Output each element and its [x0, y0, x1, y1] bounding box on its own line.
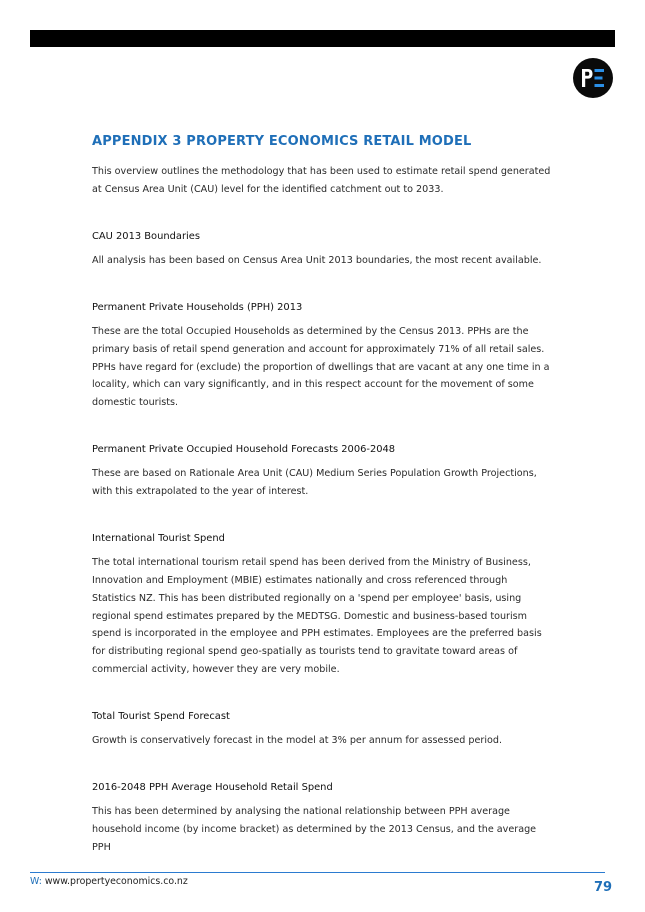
document-body: [92, 163, 554, 857]
pe-logo-icon: [580, 68, 606, 88]
section-body: These are based on Rationale Area Unit (CAU) Medium Series Population Growth Projections, with this extrapolated to the year of interest.: [92, 468, 537, 498]
footer-website: [30, 876, 188, 887]
section-heading: Permanent Private Households (PPH) 2013: [92, 301, 303, 313]
section-heading: CAU 2013 Boundaries: [92, 230, 200, 242]
website-label: W:: [30, 876, 42, 887]
header-bar: [30, 30, 615, 47]
section-body: These are the total Occupied Households as determined by the Census 2013. PPHs are the primary basis of retail spend generation and account for approximately 71% of all retail sales. PPHs have regard for (exclude) the proportion of dwellings that are vacant at any one time in a locality, which can vary significantly, and in this respect account for the movement of some domestic tourists.: [92, 325, 550, 409]
section-body: This has been determined by analysing the national relationship between PPH average household income (by income bracket) as determined by the 2013 Census, and the average PPH: [92, 806, 537, 853]
section-body: All analysis has been based on Census Area Unit 2013 boundaries, the most recent available.: [92, 254, 542, 266]
section-body: Growth is conservatively forecast in the model at 3% per annum for assessed period.: [92, 735, 503, 747]
section-heading: Total Tourist Spend Forecast: [92, 710, 230, 722]
page-number: 79: [594, 880, 613, 895]
intro-paragraph: This overview outlines the methodology that has been used to estimate retail spend generated at Census Area Unit (CAU) level for the identified catchment out to 2033.: [92, 166, 551, 195]
page-title: APPENDIX 3 PROPERTY ECONOMICS RETAIL MODEL: [92, 134, 472, 149]
section-body: The total international tourism retail spend has been derived from the Ministry of Business, Innovation and Employment (MBIE) estimates nationally and cross referenced through Statistics NZ. This has been distributed regionally on a 'spend per employee' basis, using regional spend estimates prepared by the MEDTSG. Domestic and business-based tourism spend is incorporated in the employee and PPH estimates. Employees are the preferred basis for distributing regional spend geo-spatially as tourists tend to gravitate toward areas of commercial activity, however they are very mobile.: [92, 557, 542, 675]
footer-divider: [30, 872, 605, 873]
section-heading: Permanent Private Occupied Household Forecasts 2006-2048: [92, 443, 396, 455]
property-economics-logo: [573, 58, 613, 98]
website-link[interactable]: www.propertyeconomics.co.nz: [44, 876, 188, 887]
section-heading: 2016-2048 PPH Average Household Retail Spend: [92, 781, 333, 793]
section-heading: International Tourist Spend: [92, 532, 225, 544]
